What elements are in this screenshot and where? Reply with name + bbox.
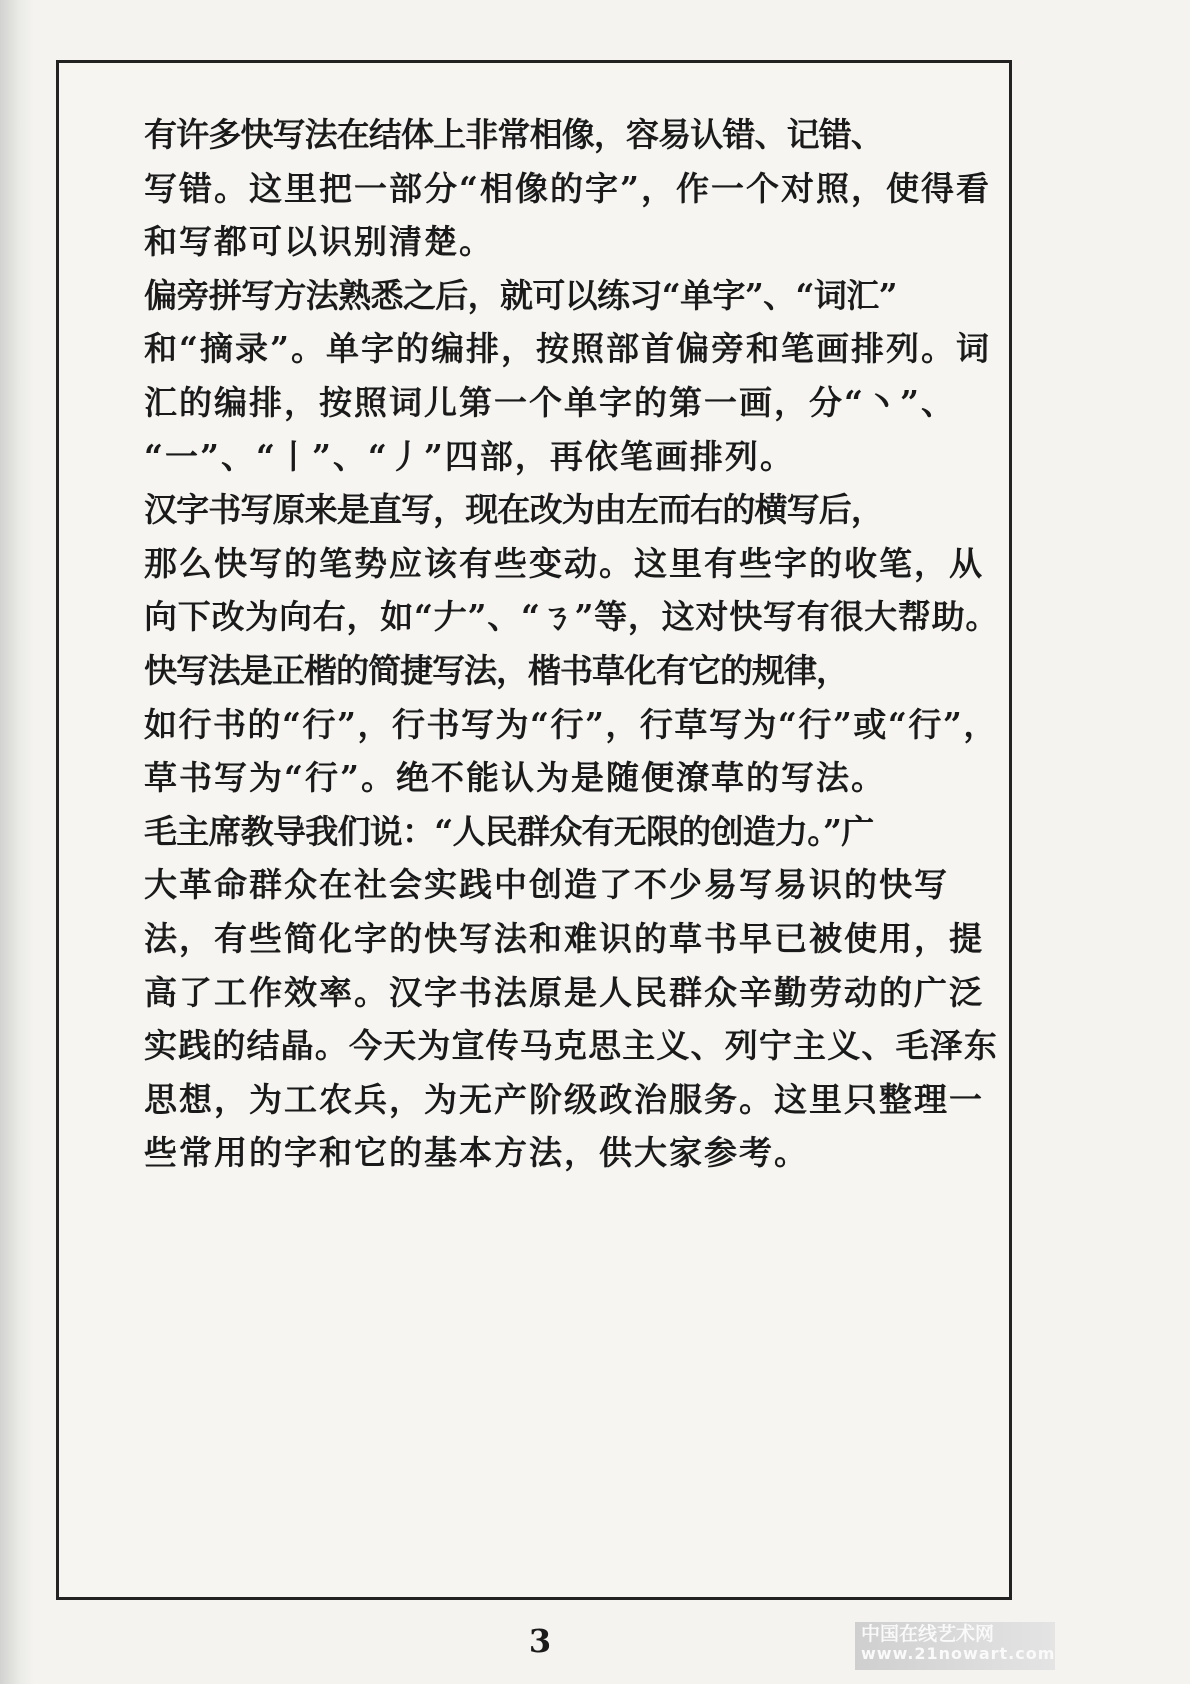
watermark-site-name: 中国在线艺术网 bbox=[861, 1623, 995, 1645]
watermark-logo bbox=[855, 1622, 1055, 1670]
text-line: 汇的编排，按照词儿第一个单字的第一画，分“丶”、 bbox=[144, 382, 956, 422]
text-line: 和“摘录”。单字的编排，按照部首偏旁和笔画排列。词 bbox=[144, 329, 991, 369]
paragraph bbox=[78, 805, 998, 1180]
text-line: 写错。这里把一部分“相像的字”，作一个对照，使得看 bbox=[144, 168, 991, 208]
text-line: 大革命群众在社会实践中创造了不少易写易识的快写 bbox=[144, 865, 949, 905]
paragraph bbox=[78, 483, 998, 644]
text-line: 些常用的字和它的基本方法，供大家参考。 bbox=[144, 1133, 809, 1173]
text-line: 高了工作效率。汉字书法原是人民群众辛勤劳动的广泛 bbox=[144, 972, 984, 1012]
page-number: 3 bbox=[528, 1622, 552, 1660]
text-line: 向下改为向右，如“𠂇”、“ㄋ”等，这对快写有很大帮助。 bbox=[144, 597, 1000, 637]
text-line: 汉字书写原来是直写，现在改为由左而右的横写后， bbox=[144, 490, 884, 530]
text-line: 那么快写的笔势应该有些变动。这里有些字的收笔，从 bbox=[144, 543, 984, 583]
text-line: 有许多快写法在结体上非常相像，容易认错、记错、 bbox=[144, 115, 884, 154]
text-line: 快写法是正楷的简捷写法，楷书草化有它的规律， bbox=[144, 650, 848, 690]
paragraph bbox=[78, 108, 998, 269]
body-text bbox=[78, 108, 998, 1180]
text-line: 偏旁拼写方法熟悉之后，就可以练习“单字”、“词汇” bbox=[144, 275, 897, 315]
text-line: 毛主席教导我们说：“人民群众有无限的创造力。”广 bbox=[144, 811, 874, 851]
text-line: “一”、“丨”、“丿”四部，再依笔画排列。 bbox=[144, 436, 795, 476]
text-line: 实践的结晶。今天为宣传马克思主义、列宁主义、毛泽东 bbox=[144, 1026, 998, 1066]
text-line: 法，有些简化字的快写法和难识的草书早已被使用，提 bbox=[144, 918, 984, 958]
text-line: 思想，为工农兵，为无产阶级政治服务。这里只整理一 bbox=[144, 1079, 984, 1119]
text-line: 如行书的“行”，行书写为“行”，行草写为“行”或“行”， bbox=[144, 704, 998, 744]
text-line: 和写都可以识别清楚。 bbox=[144, 222, 494, 262]
text-line: 草书写为“行”。绝不能认为是随便潦草的写法。 bbox=[144, 758, 886, 798]
watermark-url: www.21nowart.com bbox=[861, 1643, 1056, 1663]
scan-edge-shadow bbox=[0, 0, 34, 1684]
paragraph bbox=[78, 644, 998, 805]
paragraph bbox=[78, 269, 998, 483]
